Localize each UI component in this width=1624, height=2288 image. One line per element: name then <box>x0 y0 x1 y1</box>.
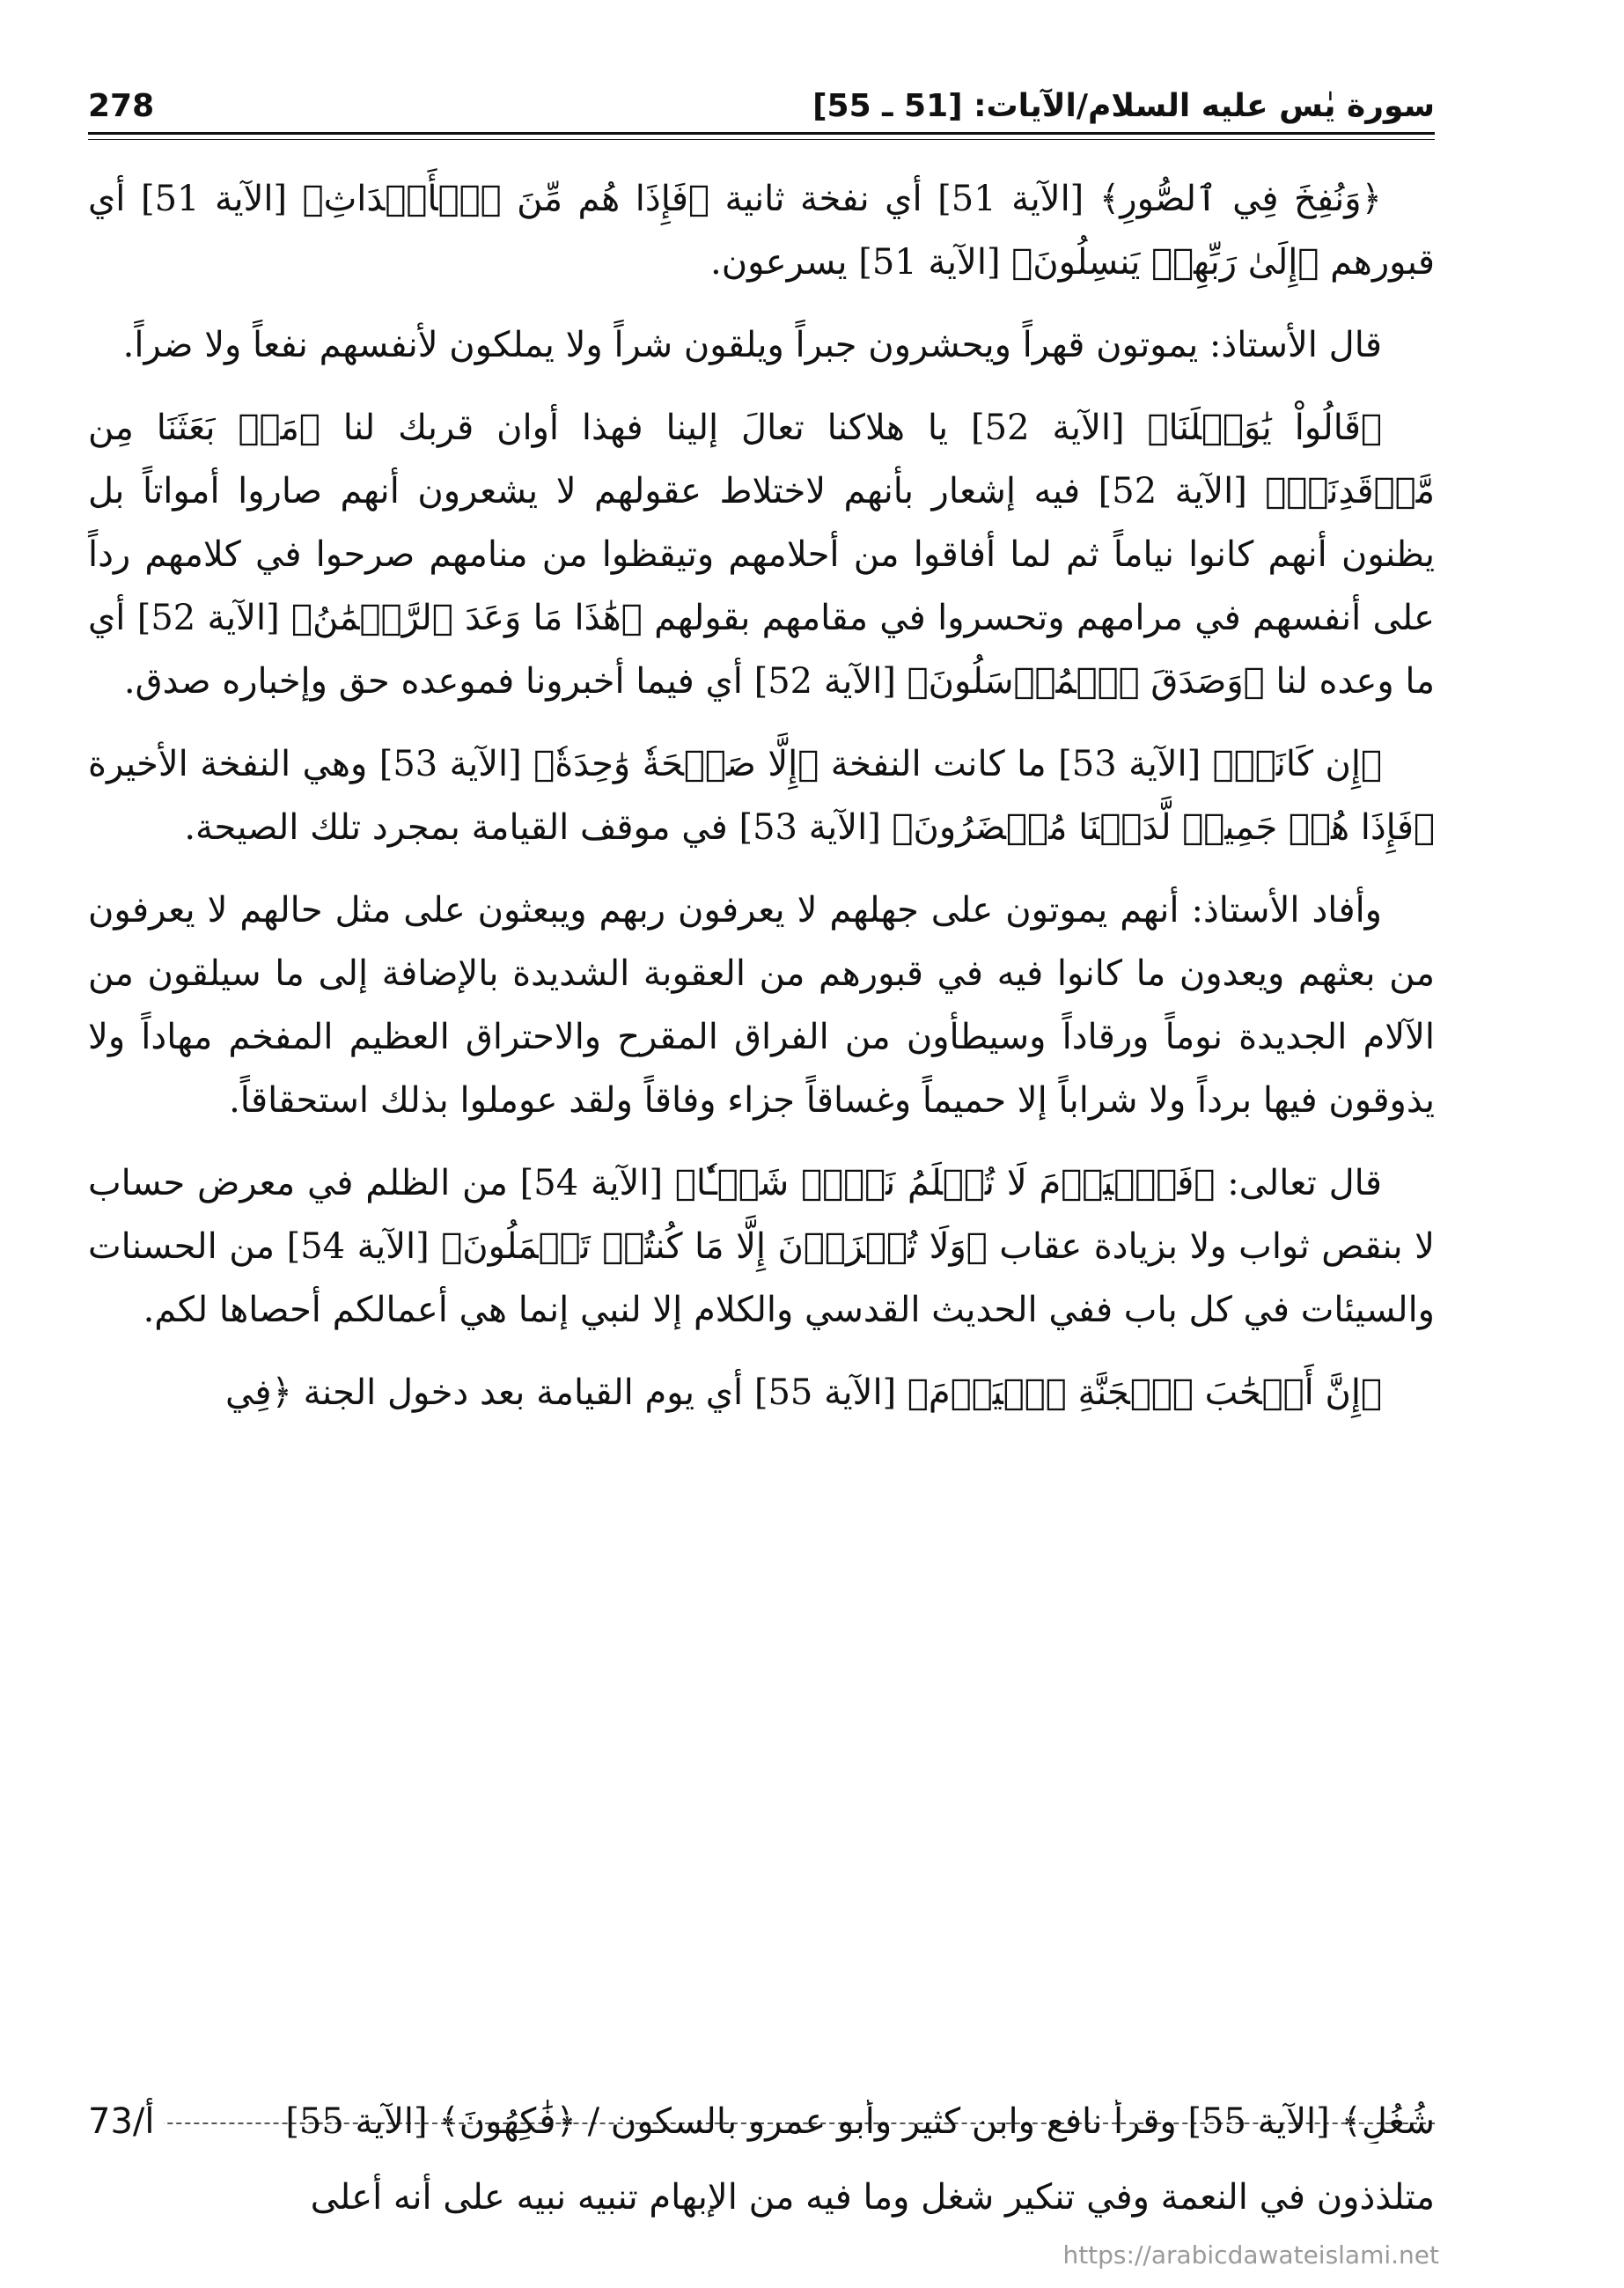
continuation-line: متلذذون في النعمة وفي تنكير شغل وما فيه من الإبهام تنبيه نبيه على أنه أعلى <box>310 2177 1435 2218</box>
page-header <box>88 75 1435 136</box>
paragraph: ﴿قَالُواْ يَٰوَيۡلَنَا﴾ [الآية 52] يا هلاكنا تعالَ إلينا فهذا أوان قربك لنا ﴿مَنۢ بَعَثَنَا مِن مَّرۡقَدِنَاۜ﴾ [الآية 52] فيه إشعار بأنهم لاختلاط عقولهم لا يشعرون أنهم صاروا أمواتاً بل يظنون أنهم كانوا نياماً ثم لما أفاقوا من أحلامهم وتيقظوا من منامهم صرحوا في كلامهم رداً على أنفسهم في مرامهم وتحسروا في مقامهم بقولهم ﴿هَٰذَا مَا وَعَدَ ٱلرَّحۡمَٰنُ﴾ [الآية 52] أي ما وعده لنا ﴿وَصَدَقَ ٱلۡمُرۡسَلُونَ﴾ [الآية 52] أي فيما أخبرونا فموعده حق وإخباره صدق. <box>88 408 1436 702</box>
manuscript-folio-ref: 73/أ <box>88 2100 164 2144</box>
paragraph: ﴿إِن كَانَتۡ﴾ [الآية 53] ما كانت النفخة ﴿إِلَّا صَيۡحَةٗ وَٰحِدَةٗ﴾ [الآية 53] وهي النفخة الأخيرة ﴿فَإِذَا هُمۡ جَمِيعٞ لَّدَيۡنَا مُحۡضَرُونَ﴾ [الآية 53] في موقف القيامة بمجرد تلك الصيحة. <box>88 744 1435 848</box>
header-rule <box>88 132 1435 135</box>
paragraph: وأفاد الأستاذ: أنهم يموتون على جهلهم لا يعرفون ربهم ويبعثون على مثل حالهم لا يعرفون من بعثهم ويعدون ما كانوا فيه في قبورهم من العقوبة الشديدة بالإضافة إلى ما سيلقون من الآلام الجديدة نوماً ورقاداً وسيطأون من الفراق المقرح والاحتراق العظيم المفخم مهاداً ولا يذوقون فيها برداً ولا شراباً إلا حميماً وغساقاً جزاء وفاقاً ولقد عوملوا بذلك استحقاقاً. <box>88 890 1435 1121</box>
paragraph: ﴿إِنَّ أَصۡحَٰبَ ٱلۡجَنَّةِ ٱلۡيَوۡمَ﴾ [الآية 55] أي يوم القيامة بعد دخول الجنة ﴿فِي <box>225 1372 1382 1413</box>
marker-line-text: شُغُلٍ﴾ [الآية 55] وقرأ نافع وابن كثير وأبو عمرو بالسكون / ﴿فَٰكِهُونَ﴾ [الآية 55] <box>285 2101 1435 2142</box>
manuscript-marker-line <box>88 2100 1435 2144</box>
watermark: https://arabicdawateislami.net <box>1062 2240 1439 2270</box>
paragraph: قال الأستاذ: يموتون قهراً ويحشرون جبراً ويلقون شراً ولا يملكون لأنفسهم نفعاً ولا ضراً. <box>122 325 1382 365</box>
page-number: 278 <box>88 87 155 124</box>
paragraph: ﴿وَنُفِخَ فِي ٱلصُّورِ﴾ [الآية 51] أي نفخة ثانية ﴿فَإِذَا هُم مِّنَ ٱلۡأَجۡدَاثِ﴾ [الآية 51] أي قبورهم ﴿إِلَىٰ رَبِّهِمۡ يَنسِلُونَ﴾ [الآية 51] يسرعون. <box>88 179 1435 283</box>
page-body <box>88 167 1435 1444</box>
paragraph: قال تعالى: ﴿فَٱلۡيَوۡمَ لَا تُظۡلَمُ نَفۡسٞ شَيۡـٔٗا﴾ [الآية 54] من الظلم في معرض حساب لا بنقص ثواب ولا بزيادة عقاب ﴿وَلَا تُجۡزَوۡنَ إِلَّا مَا كُنتُمۡ تَعۡمَلُونَ﴾ [الآية 54] من الحسنات والسيئات في كل باب ففي الحديث القدسي والكلام إلا لنبي إنما هي أعمالكم أحصاها لكم. <box>88 1163 1435 1330</box>
running-title: سورة يٰس عليه السلام/الآيات: [51 ـ 55] <box>812 87 1435 124</box>
header-rule-thin <box>88 139 1435 140</box>
